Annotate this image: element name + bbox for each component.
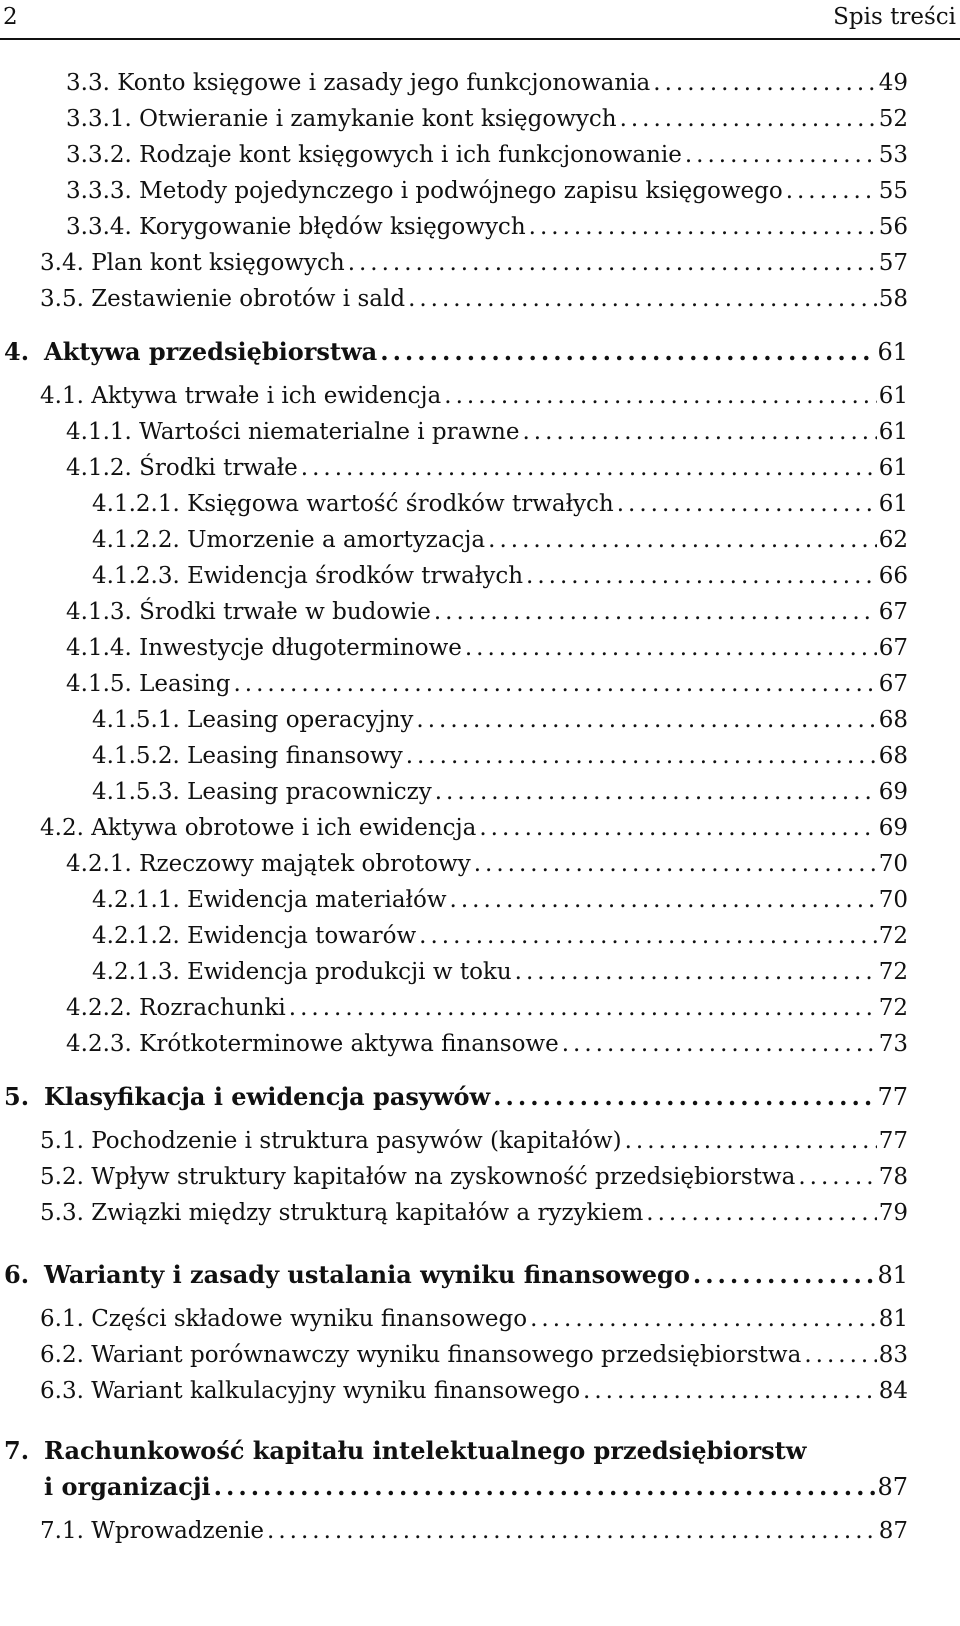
dot-leader xyxy=(405,284,877,314)
toc-page-number: 61 xyxy=(877,338,908,366)
toc-entry-title: Wariant porównawczy wyniku finansowego przedsiębiorstwa xyxy=(91,1342,802,1368)
dot-leader xyxy=(783,176,877,206)
toc-page-number: 62 xyxy=(878,527,908,553)
dot-leader xyxy=(622,1126,877,1156)
toc-entry[interactable]: 4.2.2. Rozrachunki ..... 72 xyxy=(66,993,908,1023)
toc-entry-title: Rodzaje kont księgowych i ich funkcjonowanie xyxy=(139,142,682,168)
dot-leader xyxy=(526,212,877,242)
dot-leader xyxy=(462,633,877,663)
toc-entry-title: Leasing xyxy=(139,671,231,697)
toc-entry-title: Ewidencja produkcji w toku xyxy=(187,959,512,985)
toc-entry-title: Metody pojedynczego i podwójnego zapisu księgowego xyxy=(139,178,783,204)
toc-page-number: 77 xyxy=(878,1128,908,1154)
toc-entry-title: Części składowe wyniku finansowego xyxy=(91,1306,528,1332)
toc-entry[interactable]: 4.1.3. Środki trwałe w budowie ..... 67 xyxy=(66,597,908,627)
toc-chapter-title: Klasyfikacja i ewidencja pasywów xyxy=(44,1082,491,1111)
toc-page-number: 57 xyxy=(878,250,908,276)
toc-page-number: 66 xyxy=(878,563,908,589)
toc-entry-title: Inwestycje długoterminowe xyxy=(139,635,462,661)
toc-entry[interactable]: 4.1.2.1. Księgowa wartość środków trwałych ..... 61 xyxy=(92,489,908,519)
dot-leader xyxy=(431,597,877,627)
toc-entry[interactable]: 3.3. Konto księgowe i zasady jego funkcjonowania ..... 49 xyxy=(66,68,908,98)
dot-leader xyxy=(211,1472,876,1502)
dot-leader xyxy=(682,140,877,170)
dot-leader xyxy=(527,1304,877,1334)
toc-entry[interactable]: 3.5. Zestawienie obrotów i sald ..... 58 xyxy=(40,284,908,314)
toc-page-number: 72 xyxy=(878,995,908,1021)
dot-leader xyxy=(403,741,877,771)
toc-page-number: 73 xyxy=(878,1031,908,1057)
toc-page-number: 58 xyxy=(878,286,908,312)
toc-page-number: 84 xyxy=(878,1378,908,1404)
toc-page-number: 72 xyxy=(878,923,908,949)
toc-entry[interactable]: 5.1. Pochodzenie i struktura pasywów (kapitałów) ..... 77 xyxy=(40,1126,908,1156)
toc-chapter-title: i organizacji xyxy=(44,1472,211,1501)
dot-leader xyxy=(476,813,876,843)
toc-page-number: 70 xyxy=(878,887,908,913)
dot-leader xyxy=(490,1082,875,1112)
toc-entry[interactable]: 6.1. Części składowe wyniku finansowego ..... 81 xyxy=(40,1304,908,1334)
toc-entry-title: Ewidencja towarów xyxy=(187,923,417,949)
toc-page-number: 81 xyxy=(878,1306,908,1332)
dot-leader xyxy=(801,1340,876,1370)
toc-chapter-title: Aktywa przedsiębiorstwa xyxy=(44,337,378,366)
toc-entry[interactable]: 6.2. Wariant porównawczy wyniku finansowego przedsiębiorstwa ..... 83 xyxy=(40,1340,908,1370)
toc-page-number: 67 xyxy=(878,599,908,625)
dot-leader xyxy=(519,417,876,447)
dot-leader xyxy=(286,993,877,1023)
toc-page-number: 79 xyxy=(878,1200,908,1226)
dot-leader xyxy=(690,1260,876,1290)
toc-chapter-title: Rachunkowość kapitału intelektualnego przedsiębiorstw xyxy=(44,1436,807,1465)
toc-page-number: 78 xyxy=(878,1164,908,1190)
toc-entry[interactable]: 5.3. Związki między strukturą kapitałów a ryzykiem ..... 79 xyxy=(40,1198,908,1228)
toc-page-number: 67 xyxy=(878,635,908,661)
dot-leader xyxy=(650,68,876,98)
toc-entry-title: Ewidencja materiałów xyxy=(187,887,447,913)
page-header xyxy=(0,0,960,40)
dot-leader xyxy=(264,1516,877,1546)
toc-page-number: 72 xyxy=(878,959,908,985)
toc-entry[interactable]: 4.1.5.1. Leasing operacyjny ..... 68 xyxy=(92,705,908,735)
dot-leader xyxy=(523,561,877,591)
toc-entry-title: Wartości niematerialne i prawne xyxy=(139,419,520,445)
toc-page-number: 49 xyxy=(878,70,908,96)
toc-entry[interactable]: 4.2.1.2. Ewidencja towarów ..... 72 xyxy=(92,921,908,951)
toc-entry[interactable]: 3.4. Plan kont księgowych ..... 57 xyxy=(40,248,908,278)
toc-entry-title: Środki trwałe w budowie xyxy=(139,599,431,625)
dot-leader xyxy=(559,1029,877,1059)
toc-entry-title: Związki między strukturą kapitałów a ryzykiem xyxy=(91,1200,644,1226)
dot-leader xyxy=(614,489,877,519)
toc-entry[interactable]: 3.3.3. Metody pojedynczego i podwójnego zapisu księgowego ..... 55 xyxy=(66,176,908,206)
toc-entry-title: Leasing finansowy xyxy=(187,743,403,769)
toc-entry[interactable]: 6.3. Wariant kalkulacyjny wyniku finansowego ..... 84 xyxy=(40,1376,908,1406)
toc-page-number: 68 xyxy=(878,743,908,769)
toc-entry[interactable]: 4.2.3. Krótkoterminowe aktywa finansowe ..... 73 xyxy=(66,1029,908,1059)
toc-page-number: 52 xyxy=(878,106,908,132)
dot-leader xyxy=(471,849,877,879)
dot-leader xyxy=(580,1376,877,1406)
toc-entry[interactable]: 4.2.1. Rzeczowy majątek obrotowy ..... 70 xyxy=(66,849,908,879)
dot-leader xyxy=(617,104,877,134)
toc-chapter-entry-continued[interactable] xyxy=(44,1472,908,1502)
toc-entry-title: Środki trwałe xyxy=(139,455,298,481)
dot-leader xyxy=(447,885,877,915)
toc-page-number: 87 xyxy=(878,1518,908,1544)
toc-entry-title: Ewidencja środków trwałych xyxy=(187,563,524,589)
toc-chapter-entry[interactable]: 4. Aktywa przedsiębiorstwa ..... 61 xyxy=(4,337,908,367)
toc-page-number: 53 xyxy=(878,142,908,168)
toc-entry[interactable]: 4.1.5.2. Leasing finansowy ..... 68 xyxy=(92,741,908,771)
toc-entry[interactable]: 7.1. Wprowadzenie ..... 87 xyxy=(40,1516,908,1546)
toc-page-number: 61 xyxy=(878,383,908,409)
toc-page-number: 69 xyxy=(878,779,908,805)
toc-page-number: 77 xyxy=(877,1083,908,1111)
dot-leader xyxy=(416,921,877,951)
toc-chapter-title: Warianty i zasady ustalania wyniku finansowego xyxy=(44,1260,690,1289)
toc-page-number: 70 xyxy=(878,851,908,877)
dot-leader xyxy=(485,525,877,555)
toc-entry-title: Aktywa trwałe i ich ewidencja xyxy=(91,383,442,409)
dot-leader xyxy=(512,957,877,987)
toc-entry[interactable]: 3.3.4. Korygowanie błędów księgowych ..... 56 xyxy=(66,212,908,242)
toc-entry[interactable]: 4.1.1. Wartości niematerialne i prawne ..... 61 xyxy=(66,417,908,447)
dot-leader xyxy=(432,777,877,807)
toc-entry-title: Pochodzenie i struktura pasywów (kapitałów) xyxy=(91,1128,622,1154)
toc-entry[interactable]: 4.1.5.3. Leasing pracowniczy ..... 69 xyxy=(92,777,908,807)
running-title: Spis treści xyxy=(833,4,956,30)
toc-entry-title: Wariant kalkulacyjny wyniku finansowego xyxy=(91,1378,581,1404)
toc-chapter-entry[interactable]: 5. Klasyfikacja i ewidencja pasywów ..... 77 xyxy=(4,1082,908,1112)
toc-entry-title: Wprowadzenie xyxy=(91,1518,265,1544)
toc-page-number: 68 xyxy=(878,707,908,733)
toc-entry[interactable]: 4.2. Aktywa obrotowe i ich ewidencja ..... 69 xyxy=(40,813,908,843)
toc-page-number: 61 xyxy=(878,419,908,445)
toc-entry-title: Umorzenie a amortyzacja xyxy=(187,527,486,553)
toc-page-number: 67 xyxy=(878,671,908,697)
dot-leader xyxy=(795,1162,876,1192)
toc-chapter-entry[interactable]: 7. Rachunkowość kapitału intelektualnego przedsiębiorstw xyxy=(4,1436,807,1465)
toc-entry[interactable]: 4.2.1.1. Ewidencja materiałów ..... 70 xyxy=(92,885,908,915)
toc-entry-title: Krótkoterminowe aktywa finansowe xyxy=(139,1031,559,1057)
toc-page-number: 56 xyxy=(878,214,908,240)
dot-leader xyxy=(230,669,876,699)
toc-page-number: 83 xyxy=(878,1342,908,1368)
toc-entry[interactable]: 4.1.2.2. Umorzenie a amortyzacja ..... 62 xyxy=(92,525,908,555)
toc-entry[interactable]: 4.1.2.3. Ewidencja środków trwałych ..... 66 xyxy=(92,561,908,591)
toc-entry-title: Zestawienie obrotów i sald xyxy=(91,286,406,312)
toc-entry[interactable]: 4.1.4. Inwestycje długoterminowe ..... 67 xyxy=(66,633,908,663)
toc-entry[interactable]: 4.1.2. Środki trwałe ..... 61 xyxy=(66,453,908,483)
toc-entry[interactable]: 4.1. Aktywa trwałe i ich ewidencja ..... 61 xyxy=(40,381,908,411)
toc-entry[interactable]: 3.3.2. Rodzaje kont księgowych i ich funkcjonowanie ..... 53 xyxy=(66,140,908,170)
dot-leader xyxy=(298,453,877,483)
toc-entry-title: Korygowanie błędów księgowych xyxy=(139,214,526,240)
toc-page-number: 87 xyxy=(877,1473,908,1501)
toc-entry-title: Plan kont księgowych xyxy=(91,250,345,276)
toc-entry-title: Wpływ struktury kapitałów na zyskowność przedsiębiorstwa xyxy=(91,1164,796,1190)
toc-page-number: 55 xyxy=(878,178,908,204)
toc-entry-title: Księgowa wartość środków trwałych xyxy=(187,491,614,517)
toc-entry-title: Rozrachunki xyxy=(139,995,286,1021)
toc-entry[interactable]: 4.2.1.3. Ewidencja produkcji w toku ..... 72 xyxy=(92,957,908,987)
toc-page-number: 69 xyxy=(878,815,908,841)
toc-entry-title: Rzeczowy majątek obrotowy xyxy=(139,851,471,877)
page-number: 2 xyxy=(3,4,18,30)
toc-entry[interactable]: 5.2. Wpływ struktury kapitałów na zyskowność przedsiębiorstwa ..... 78 xyxy=(40,1162,908,1192)
toc-entry-title: Konto księgowe i zasady jego funkcjonowania xyxy=(117,70,651,96)
toc-page-number: 61 xyxy=(878,491,908,517)
toc-entry-title: Leasing pracowniczy xyxy=(187,779,432,805)
dot-leader xyxy=(345,248,877,278)
toc-entry-title: Leasing operacyjny xyxy=(187,707,414,733)
toc-entry[interactable]: 4.1.5. Leasing ..... 67 xyxy=(66,669,908,699)
dot-leader xyxy=(441,381,876,411)
toc-entry-title: Aktywa obrotowe i ich ewidencja xyxy=(91,815,477,841)
dot-leader xyxy=(377,337,875,367)
toc-page-number: 81 xyxy=(877,1261,908,1289)
dot-leader xyxy=(643,1198,876,1228)
toc-entry[interactable]: 3.3.1. Otwieranie i zamykanie kont księgowych ..... 52 xyxy=(66,104,908,134)
toc-entry-title: Otwieranie i zamykanie kont księgowych xyxy=(139,106,617,132)
toc-chapter-entry[interactable]: 6. Warianty i zasady ustalania wyniku finansowego ..... 81 xyxy=(4,1260,908,1290)
toc-page-number: 61 xyxy=(878,455,908,481)
dot-leader xyxy=(413,705,876,735)
